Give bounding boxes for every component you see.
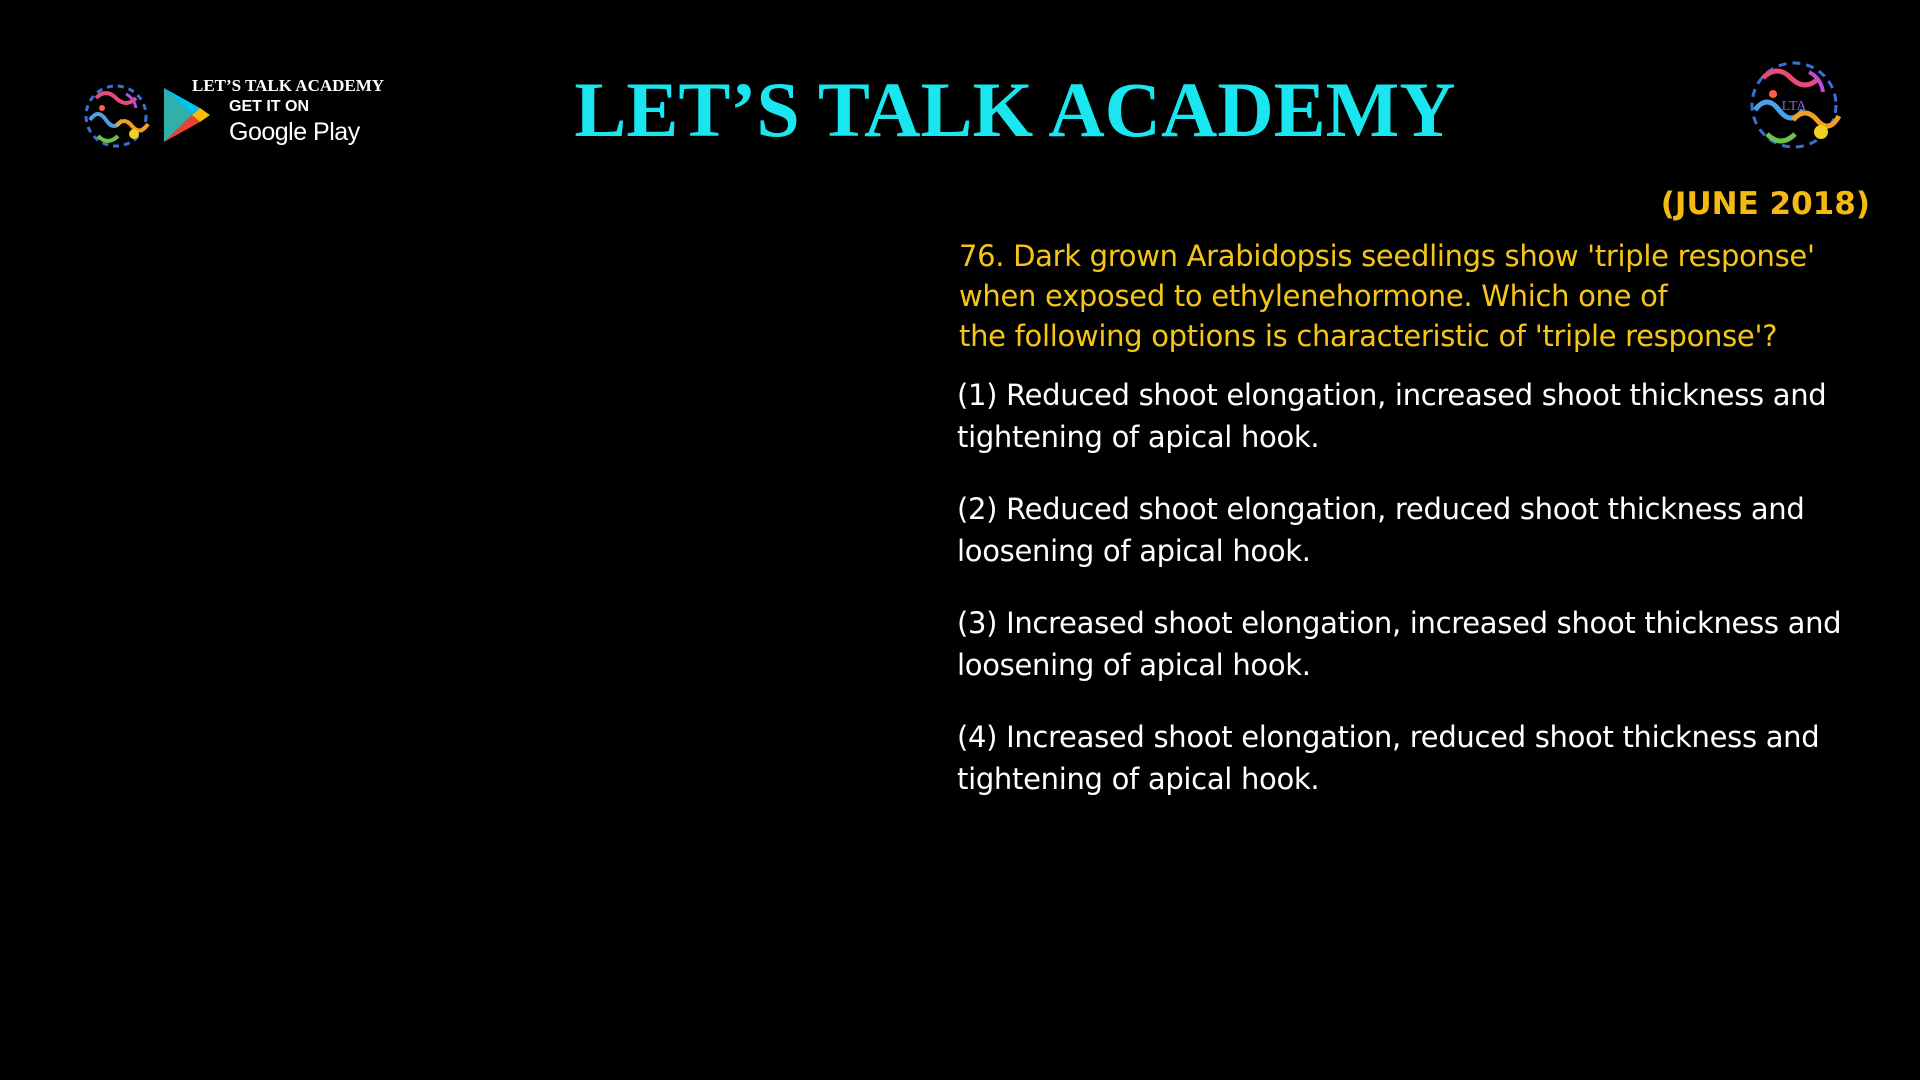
option-line: (4) Increased shoot elongation, reduced shoot thickness and bbox=[957, 720, 1820, 754]
option-line: (3) Increased shoot elongation, increased shoot thickness and bbox=[957, 606, 1842, 640]
logo-text: LTA bbox=[1781, 99, 1807, 114]
page-title: LET’S TALK ACADEMY bbox=[574, 66, 1456, 153]
question-line: the following options is characteristic of 'triple response'? bbox=[959, 319, 1778, 353]
google-play-badge[interactable] bbox=[76, 76, 416, 158]
badge-academy-name: LET’S TALK ACADEMY bbox=[192, 76, 385, 95]
option-line: loosening of apical hook. bbox=[957, 648, 1311, 682]
option-4 bbox=[957, 716, 1877, 800]
question-text bbox=[959, 236, 1879, 356]
badge-store-name: Google Play bbox=[229, 118, 360, 146]
option-line: tightening of apical hook. bbox=[957, 762, 1320, 796]
option-3 bbox=[957, 602, 1877, 686]
question-line: 76. Dark grown Arabidopsis seedlings show 'triple response' bbox=[959, 239, 1815, 273]
option-2 bbox=[957, 488, 1877, 572]
option-line: (2) Reduced shoot elongation, reduced shoot thickness and bbox=[957, 492, 1805, 526]
option-1 bbox=[957, 374, 1877, 458]
option-line: (1) Reduced shoot elongation, increased shoot thickness and bbox=[957, 378, 1827, 412]
academy-logo-icon bbox=[1737, 48, 1851, 162]
answer-options bbox=[957, 374, 1877, 830]
question-line: when exposed to ethylenehormone. Which one of bbox=[959, 279, 1668, 313]
academy-logo-icon bbox=[76, 76, 156, 156]
option-line: tightening of apical hook. bbox=[957, 420, 1320, 454]
option-line: loosening of apical hook. bbox=[957, 534, 1311, 568]
exam-session-label: (JUNE 2018) bbox=[1660, 186, 1870, 222]
badge-cta: GET IT ON bbox=[229, 98, 309, 115]
